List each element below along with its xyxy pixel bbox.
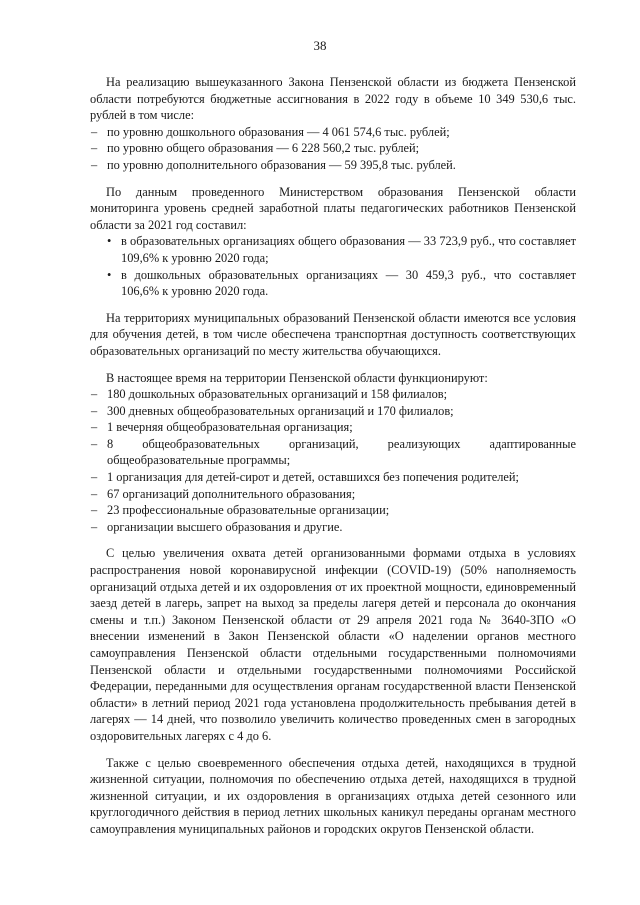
section-budget <box>90 74 576 174</box>
list-item: – 300 дневных общеобразовательных организаций и 170 филиалов; <box>90 403 576 420</box>
list-item: – 23 профессиональные образовательные организации; <box>90 502 576 519</box>
section-organizations <box>90 370 576 536</box>
list-item: – по уровню дополнительного образования — 59 395,8 тыс. рублей. <box>90 157 576 174</box>
paragraph: С целью увеличения охвата детей организованными формами отдыха в условиях распространения новой коронавирусной инфекции (COVID-19) (50% наполняемость организаций отдыха детей и их оздоровления от их проектной мощности, единовременный заезд детей в лагерь, запрет на выход за пределы лагеря детей и персонала до окончания смены и т.п.) Законом Пензенской области от 29 апреля 2021 года № 3640-ЗПО «О внесении изменений в Закон Пензенской области «О наделении органов местного самоуправления Пензенской области отдельными государственными полномочиями Пензенской области и отдельными государственными полномочиями Российской Федерации, переданными для осуществления органам государственной власти Пензенской области» в летний период 2021 года установлена продолжительность пребывания детей в лагерях — 14 дней, что позволило увеличить количество проведенных смен в загородных оздоровительных лагерях с 4 до 6. <box>90 546 576 743</box>
list-item: – 180 дошкольных образовательных организаций и 158 филиалов; <box>90 386 576 403</box>
list-item: – организации высшего образования и другие. <box>90 519 576 536</box>
section-conditions <box>90 310 576 360</box>
section-salary <box>90 184 576 300</box>
list-item: – по уровню дошкольного образования — 4 061 574,6 тыс. рублей; <box>90 124 576 141</box>
paragraph: Также с целью своевременного обеспечения отдыха детей, находящихся в трудной жизненной ситуации, полномочия по обеспечению отдыха детей, находящихся в трудной жизненной ситуации, и их оздоровления в организациях отдыха детей сезонного или круглогодичного действия в период летних школьных каникул переданы органам местного самоуправления муниципальных районов и городских округов Пензенской области. <box>90 755 576 836</box>
section-summer-rest <box>90 545 576 744</box>
section-difficult-situation <box>90 755 576 838</box>
page-content <box>90 74 576 848</box>
page-number: 38 <box>313 38 327 53</box>
organizations-list <box>90 386 576 535</box>
paragraph: На территориях муниципальных образований Пензенской области имеются все условия для обучения детей, в том числе обеспечена транспортная доступность соответствующих образовательных организаций по месту жительства обучающихся. <box>90 310 576 358</box>
list-item: – 8 общеобразовательных организаций, реализующих адаптированные общеобразовательные программы; <box>90 436 576 469</box>
list-item: • в образовательных организациях общего образования — 33 723,9 руб., что составляет 109,6% к уровню 2020 года; <box>90 233 576 266</box>
paragraph: В настоящее время на территории Пензенской области функционируют: <box>106 370 488 385</box>
paragraph: По данным проведенного Министерством образования Пензенской области мониторинга уровень средней заработной платы педагогических работников Пензенской области за 2021 год составил: <box>90 184 576 232</box>
paragraph: На реализацию вышеуказанного Закона Пензенской области из бюджета Пензенской области потребуются бюджетные ассигнования в 2022 году в объеме 10 349 530,6 тыс. рублей в том числе: <box>90 75 576 123</box>
list-item: • в дошкольных образовательных организациях — 30 459,3 руб., что составляет 106,6% к уровню 2020 года. <box>90 267 576 300</box>
list-item: – 67 организаций дополнительного образования; <box>90 486 576 503</box>
list-item: – по уровню общего образования — 6 228 560,2 тыс. рублей; <box>90 140 576 157</box>
salary-list <box>90 233 576 299</box>
budget-list <box>90 124 576 174</box>
list-item: – 1 вечерняя общеобразовательная организация; <box>90 419 576 436</box>
list-item: – 1 организация для детей-сирот и детей, оставшихся без попечения родителей; <box>90 469 576 486</box>
